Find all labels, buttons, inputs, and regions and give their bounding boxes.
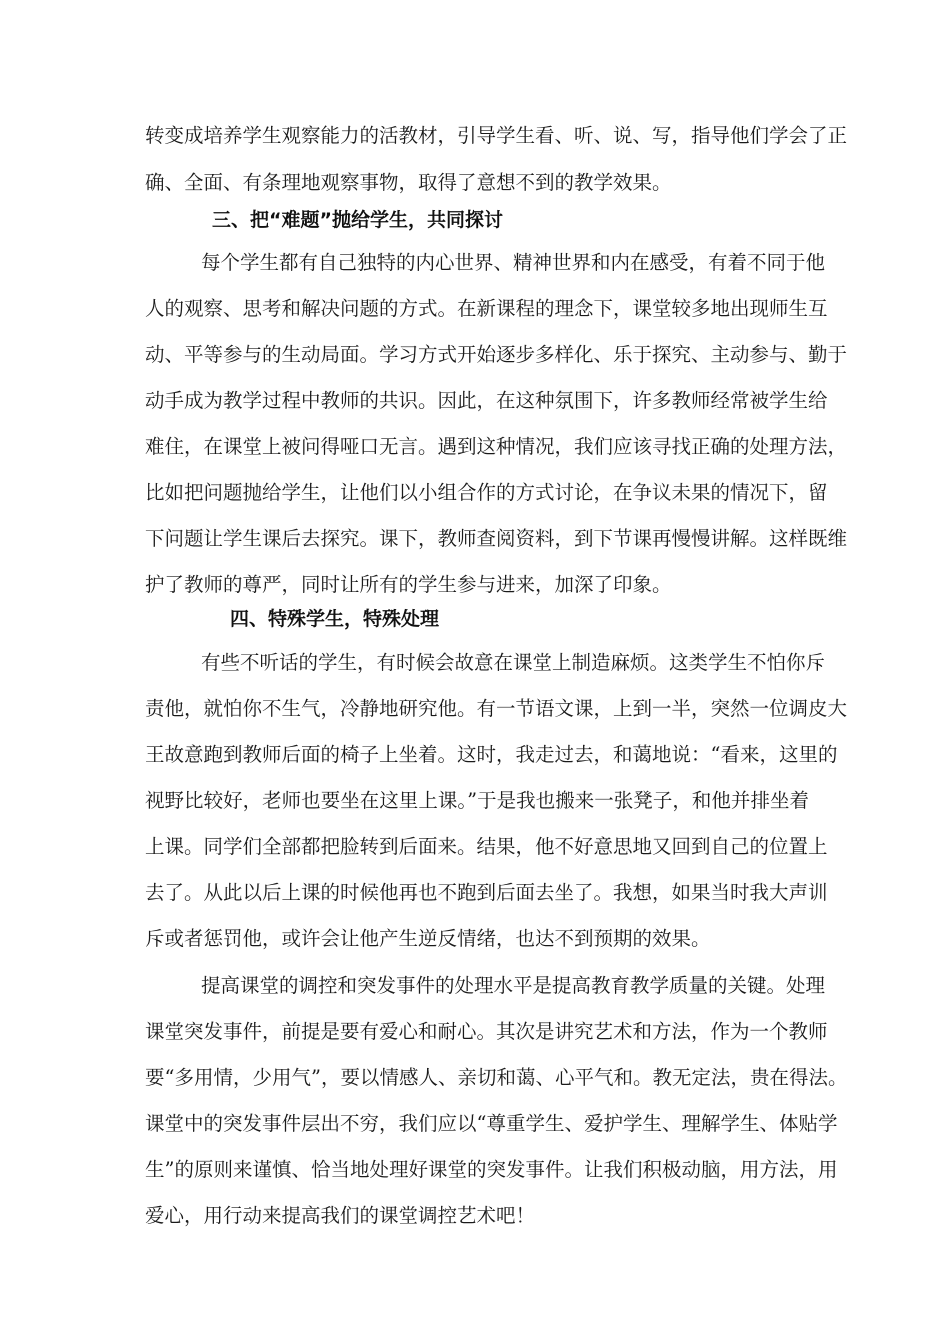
paragraph-line: 下问题让学生课后去探究。课下，教师查阅资料，到下节课再慢慢讲解。这样既维 bbox=[145, 527, 848, 550]
paragraph-line: 每个学生都有自己独特的内心世界、精神世界和内在感受，有着不同于他 bbox=[201, 251, 826, 274]
paragraph-line: 王故意跑到教师后面的椅子上坐着。这时，我走过去，和蔼地说：“看来，这里的 bbox=[145, 743, 838, 766]
paragraph-line: 确、全面、有条理地观察事物，取得了意想不到的教学效果。 bbox=[145, 171, 672, 194]
paragraph-line: 课堂突发事件，前提是要有爱心和耐心。其次是讲究艺术和方法，作为一个教师 bbox=[145, 1020, 828, 1043]
paragraph-line: 人的观察、思考和解决问题的方式。在新课程的理念下，课堂较多地出现师生互 bbox=[145, 297, 828, 320]
section-heading-4: 四、特殊学生，特殊处理 bbox=[230, 608, 440, 630]
paragraph-line: 动手成为教学过程中教师的共识。因此，在这种氛围下，许多教师经常被学生给 bbox=[145, 389, 828, 412]
section-heading-3: 三、把“难题”抛给学生，共同探讨 bbox=[212, 209, 503, 231]
paragraph-line: 视野比较好，老师也要坐在这里上课。”于是我也搬来一张凳子，和他并排坐着 bbox=[145, 789, 809, 812]
paragraph-line: 要“多用情，少用气”，要以情感人、亲切和蔼、心平气和。教无定法，贵在得法。 bbox=[145, 1066, 848, 1089]
paragraph-line: 上课。同学们全部都把脸转到后面来。结果，他不好意思地又回到自己的位置上 bbox=[145, 835, 828, 858]
paragraph-line: 动、平等参与的生动局面。学习方式开始逐步多样化、乐于探究、主动参与、勤于 bbox=[145, 343, 848, 366]
paragraph-line: 课堂中的突发事件层出不穷，我们应以“尊重学生、爱护学生、理解学生、体贴学 bbox=[145, 1112, 838, 1135]
paragraph-line: 护了教师的尊严，同时让所有的学生参与进来，加深了印象。 bbox=[145, 573, 672, 596]
paragraph-line: 转变成培养学生观察能力的活教材，引导学生看、听、说、写，指导他们学会了正 bbox=[145, 124, 848, 147]
paragraph-line: 责他，就怕你不生气，冷静地研究他。有一节语文课，上到一半，突然一位调皮大 bbox=[145, 697, 848, 720]
paragraph-line: 提高课堂的调控和突发事件的处理水平是提高教育教学质量的关键。处理 bbox=[201, 974, 826, 997]
paragraph-line: 有些不听话的学生，有时候会故意在课堂上制造麻烦。这类学生不怕你斥 bbox=[201, 651, 826, 674]
paragraph-line: 比如把问题抛给学生，让他们以小组合作的方式讨论，在争议未果的情况下，留 bbox=[145, 481, 828, 504]
paragraph-line: 难住，在课堂上被问得哑口无言。遇到这种情况，我们应该寻找正确的处理方法， bbox=[145, 435, 848, 458]
paragraph-line: 生”的原则来谨慎、恰当地处理好课堂的突发事件。让我们积极动脑，用方法，用 bbox=[145, 1158, 838, 1181]
paragraph-line: 斥或者惩罚他，或许会让他产生逆反情绪，也达不到预期的效果。 bbox=[145, 927, 711, 950]
paragraph-line: 爱心，用行动来提高我们的课堂调控艺术吧！ bbox=[145, 1204, 536, 1227]
paragraph-line: 去了。从此以后上课的时候他再也不跑到后面去坐了。我想，如果当时我大声训 bbox=[145, 881, 828, 904]
